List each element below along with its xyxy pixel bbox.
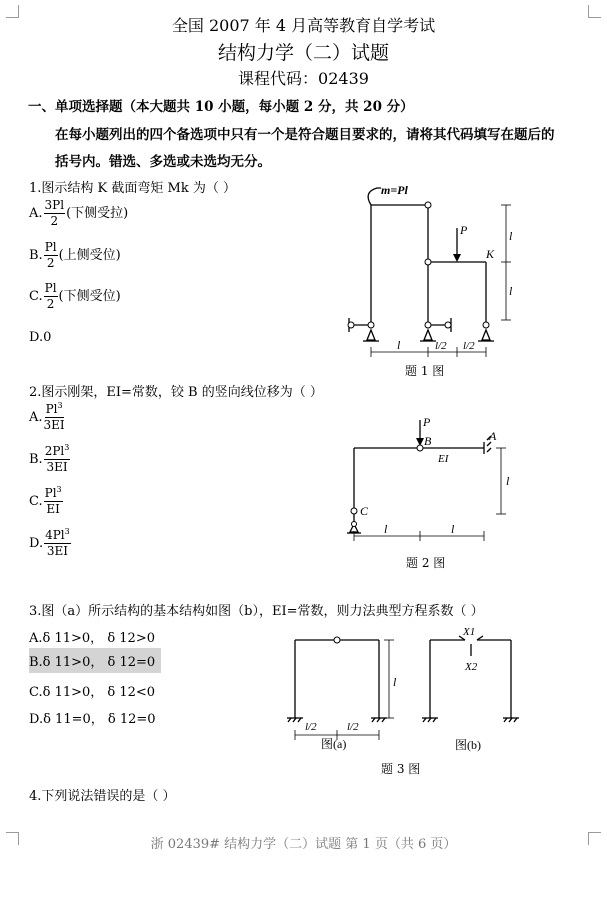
dim-half-2: l/2 <box>463 340 475 352</box>
fraction <box>44 198 66 229</box>
fraction <box>44 486 63 517</box>
fraction-denominator: 2 <box>46 297 55 311</box>
dim-l-upper: l <box>509 229 513 243</box>
moment-label: m=Pl <box>381 183 408 197</box>
dim-half-left: l/2 <box>305 721 317 733</box>
q2-option-d <box>29 528 72 559</box>
option-prefix: B. <box>29 248 43 263</box>
option-suffix: (下侧受位) <box>58 289 121 304</box>
fraction <box>44 528 71 559</box>
x1-label: X1 <box>463 628 476 638</box>
exponent: 3 <box>64 443 70 452</box>
fraction-denominator: 3EI <box>43 418 65 432</box>
node-a-label: A <box>489 429 497 443</box>
fraction <box>44 281 58 312</box>
load-label: P <box>460 223 468 237</box>
node-k-label: K <box>486 247 495 261</box>
q2-option-c <box>29 486 64 517</box>
numerator-base: Pl <box>45 402 58 416</box>
x2-label: X2 <box>465 661 478 673</box>
node-b-label: B <box>424 434 432 448</box>
dim-l-vertical: l <box>393 675 397 689</box>
figure-3-frame-diagrams <box>285 628 525 763</box>
q1-option-a <box>29 198 128 229</box>
dim-l-left: l <box>384 522 388 536</box>
option-prefix: D. <box>29 536 44 551</box>
option-suffix: (下侧受拉) <box>66 206 129 221</box>
dim-half-1: l/2 <box>435 340 447 352</box>
numerator-base: 4Pl <box>45 528 65 542</box>
figure-2-frame-diagram <box>338 410 528 550</box>
dim-l-vertical: l <box>506 474 510 488</box>
dim-l-bottom: l <box>397 338 401 352</box>
figure-2-caption: 题 2 图 <box>406 556 446 570</box>
fraction <box>44 444 71 475</box>
dim-half-right: l/2 <box>347 721 359 733</box>
fraction-numerator: Pl <box>44 240 57 254</box>
dim-l-lower: l <box>509 284 513 298</box>
q2-option-a <box>29 402 66 433</box>
page-footer: 浙 02439# 结构力学（二）试题 第 1 页（共 6 页） <box>150 837 457 852</box>
figure-a-caption: 图(a) <box>321 737 347 751</box>
numerator-base: 2Pl <box>44 444 65 458</box>
fraction <box>44 402 65 433</box>
fraction-numerator <box>45 402 64 418</box>
numerator-base: Pl <box>44 486 57 500</box>
fraction-denominator: 2 <box>50 214 59 228</box>
fraction-denominator: 3EI <box>46 460 68 474</box>
q1-option-d: D.0 <box>29 330 52 345</box>
question-2-stem: 2.图示刚架，EI=常数，铰 B 的竖向线位移为（ ） <box>29 385 323 400</box>
fraction-numerator: Pl <box>44 281 57 295</box>
fraction <box>44 240 58 271</box>
section-instruction-line2: 括号内。错选、多选或未选均无分。 <box>55 154 271 170</box>
option-prefix: A. <box>29 206 43 221</box>
option-prefix: C. <box>29 494 43 509</box>
fraction-denominator: 2 <box>46 256 55 270</box>
option-suffix: (上侧受位) <box>58 248 121 263</box>
exponent: 3 <box>64 527 70 536</box>
q1-option-c <box>29 281 121 312</box>
node-c-label: C <box>360 504 369 518</box>
exam-subject-title: 结构力学（二）试题 <box>217 42 389 64</box>
section-instruction-line1: 在每小题列出的四个备选项中只有一个是符合题目要求的，请将其代码填写在题后的 <box>55 127 555 143</box>
q3-option-a: A.δ 11>0， δ 12>0 <box>29 631 155 646</box>
option-prefix: A. <box>29 410 43 425</box>
question-4-stem: 4.下列说法错误的是（ ） <box>29 789 176 804</box>
figure-1-frame-diagram <box>335 180 525 380</box>
fraction-denominator: EI <box>46 502 60 516</box>
section-heading: 一、单项选择题（本大题共 10 小题，每小题 2 分，共 20 分） <box>28 99 414 115</box>
exponent: 3 <box>57 401 63 410</box>
q3-option-b-highlighted: B.δ 11>0， δ 12=0 <box>29 648 161 673</box>
option-prefix: C. <box>29 289 43 304</box>
q1-option-b <box>29 240 121 271</box>
option-prefix: B. <box>29 452 43 467</box>
dim-l-right: l <box>451 522 455 536</box>
question-3-stem: 3.图（a）所示结构的基本结构如图（b），EI=常数，则力法典型方程系数（ ） <box>29 604 484 619</box>
fraction-numerator <box>44 444 71 460</box>
fraction-numerator <box>44 486 63 502</box>
course-code: 课程代码：02439 <box>238 69 369 88</box>
fraction-numerator: 3Pl <box>44 198 65 212</box>
question-1-stem: 1.图示结构 K 截面弯矩 Mk 为（ ） <box>29 181 236 196</box>
fraction-numerator <box>44 528 71 544</box>
figure-b-caption: 图(b) <box>455 738 481 752</box>
exam-title: 全国 2007 年 4 月高等教育自学考试 <box>171 16 436 35</box>
q3-option-d: D.δ 11=0， δ 12=0 <box>29 712 156 727</box>
figure-1-caption: 题 1 图 <box>405 364 445 378</box>
ei-label: EI <box>438 453 449 465</box>
q3-option-c: C.δ 11>0， δ 12<0 <box>29 685 156 700</box>
q2-option-b <box>29 444 71 475</box>
fraction-denominator: 3EI <box>46 544 68 558</box>
figure-3-caption: 题 3 图 <box>381 762 421 776</box>
exponent: 3 <box>56 485 62 494</box>
load-label: P <box>423 415 431 429</box>
